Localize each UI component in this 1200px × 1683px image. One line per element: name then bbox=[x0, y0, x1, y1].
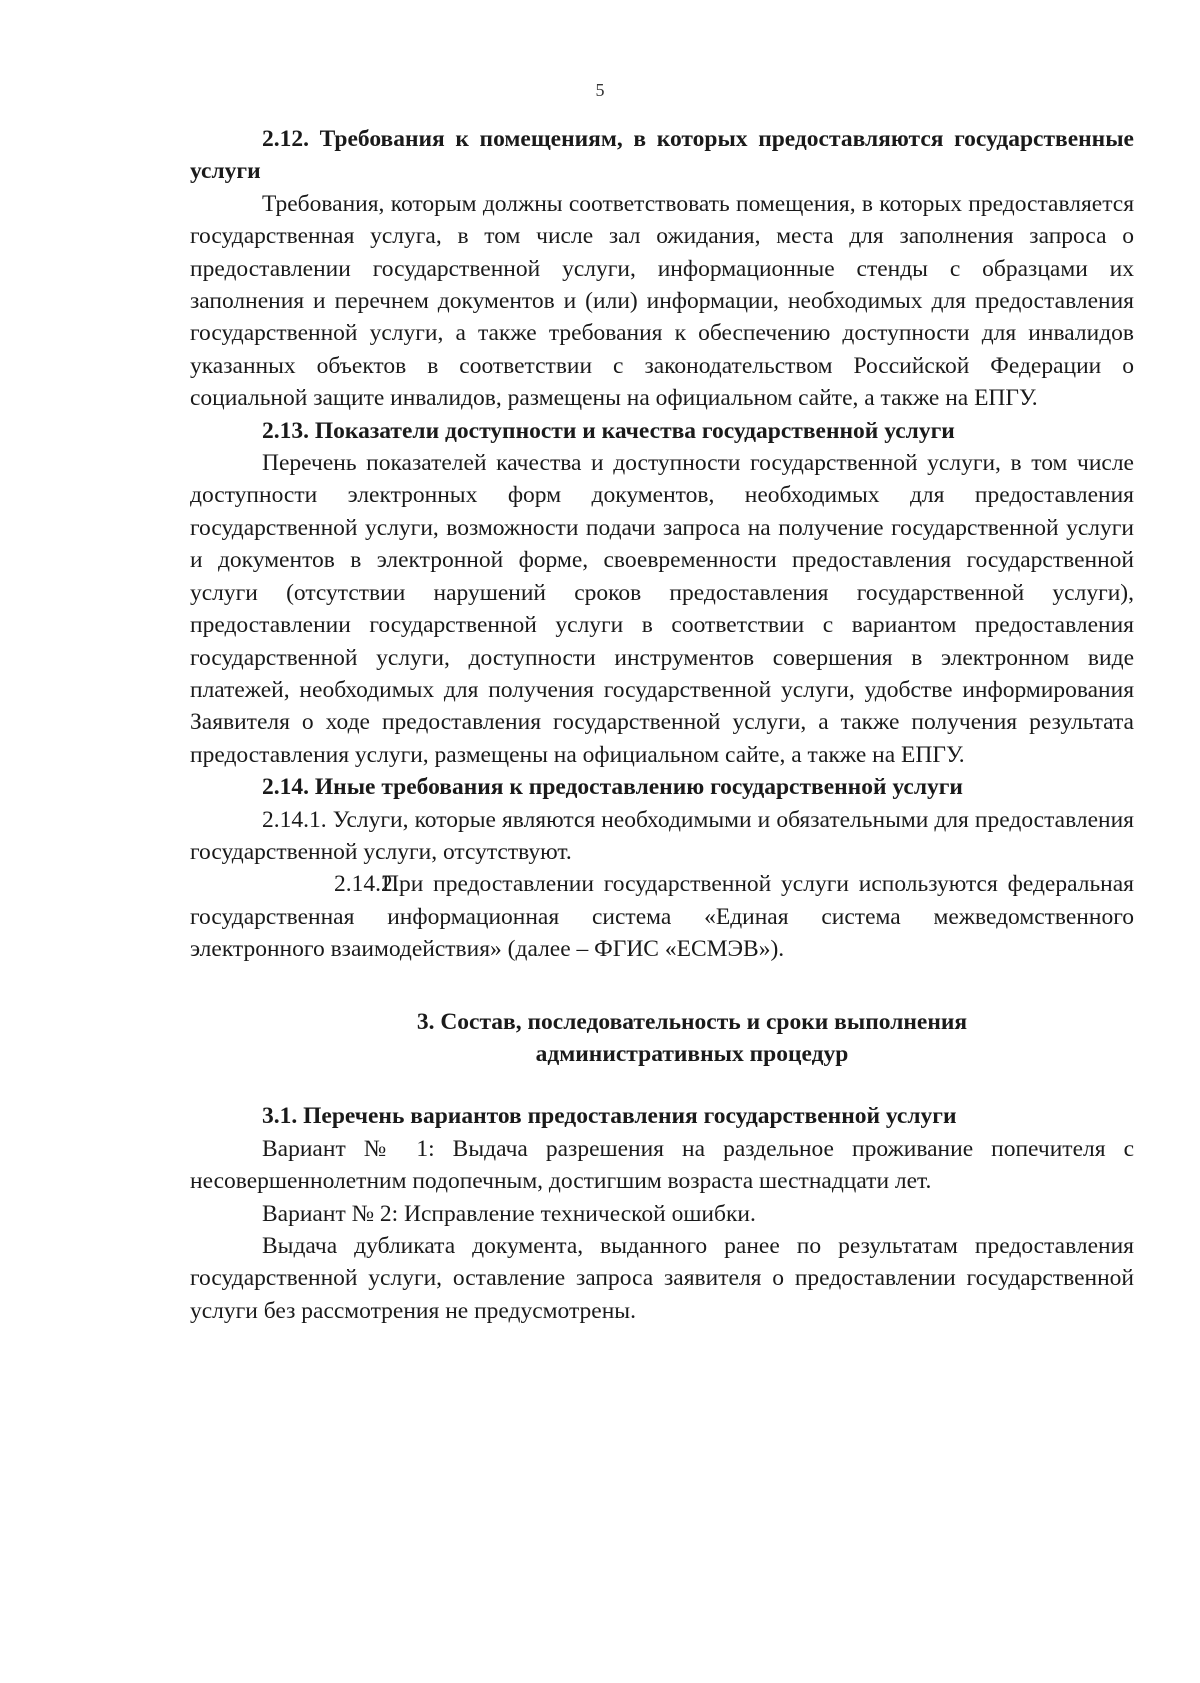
paragraph-2-14-2 bbox=[190, 868, 1134, 965]
paragraph-2-14-1: 2.14.1. Услуги, которые являются необходимыми и обязательными для предоставления государственной услуги, отсутствуют. bbox=[190, 806, 1134, 865]
heading-2-14: 2.14. Иные требования к предоставлению государственной услуги bbox=[262, 774, 963, 801]
section-3-title-line1: 3. Состав, последовательность и сроки выполнения bbox=[416, 1008, 968, 1035]
heading-2-13: 2.13. Показатели доступности и качества государственной услуги bbox=[262, 417, 955, 444]
heading-2-12: 2.12. Требования к помещениям, в которых предоставляются государственные услуги bbox=[190, 126, 1134, 185]
paragraph-2-12: Требования, которым должны соответствовать помещения, в которых предоставляется государственная услуга, в том числе зал ожидания, места для заполнения запроса о предоставлении государственной услуги, информационные стенды с образцами их заполнения и перечнем документов и (или) информации, необходимых для предоставления государственной услуги, а также требования к обеспечению доступности для инвалидов указанных объектов в соответствии с законодательством Российской Федерации о социальной защите инвалидов, размещены на официальном сайте, а также на ЕПГУ. bbox=[190, 190, 1134, 412]
page-number: 5 bbox=[595, 80, 605, 100]
paragraph-duplicate-note: Выдача дубликата документа, выданного ранее по результатам предоставления государственной услуги, оставление запроса заявителя о предоставлении государственной услуги без рассмотрения не предусмотрены. bbox=[190, 1233, 1134, 1324]
variant-1: Вариант № 1: Выдача разрешения на раздельное проживание попечителя с несовершеннолетним подопечным, достигшим возраста шестнадцати лет. bbox=[190, 1135, 1134, 1195]
document-body bbox=[190, 123, 1134, 1327]
variant-2: Вариант № 2: Исправление технической ошибки. bbox=[262, 1200, 756, 1227]
clause-text-2-14-2: При предоставлении государственной услуги используются федеральная государственная информационная система «Единая система межведомственного электронного взаимодействия» (далее – ФГИС «ЕСМЭВ»). bbox=[190, 871, 1134, 963]
heading-3-1: 3.1. Перечень вариантов предоставления государственной услуги bbox=[262, 1103, 957, 1130]
paragraph-2-13: Перечень показателей качества и доступности государственной услуги, в том числе доступности электронных форм документов, необходимых для предоставления государственной услуги, возможности подачи запроса на получение государственной услуги и документов в электронной форме, своевременности предоставления государственной услуги (отсутствии нарушений сроков предоставления государственной услуги), предоставлении государственной услуги в соответствии с вариантом предоставления государственной услуги, доступности инструментов совершения в электронном виде платежей, необходимых для получения государственной услуги, удобстве информирования Заявителя о ходе предоставления государственной услуги, а также получения результата предоставления услуги, размещены на официальном сайте, а также на ЕПГУ. bbox=[190, 450, 1134, 768]
section-3-title-line2: административных процедур bbox=[535, 1040, 849, 1067]
section-3-title bbox=[190, 1006, 1134, 1071]
clause-number-2-14-2: 2.14.2. bbox=[334, 871, 399, 898]
